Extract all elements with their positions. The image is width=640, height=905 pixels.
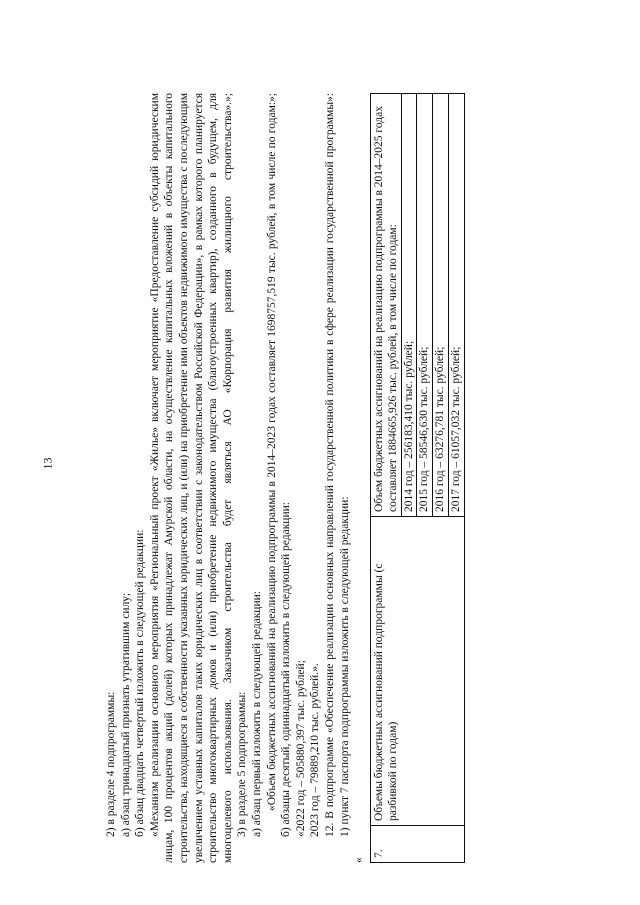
year-line: 2017 год – 61057,032 тыс. рублей; xyxy=(448,94,464,516)
paragraph: 12. В подпрограмме «Обеспечение реализации основных направлений государственной политики в сфере реализации государственной программы»: xyxy=(323,93,336,837)
paragraph: «Объем бюджетных ассигнований на реализацию подпрограммы в 2014–2023 годах составляет 1698757,519 тыс. рублей, в том числе по годам:»; xyxy=(265,93,278,811)
row-value-intro: Объем бюджетных ассигнований на реализацию подпрограммы в 2014–2025 годах составляет 1884665,926 тыс. рублей, в том числе по годам: xyxy=(372,106,400,512)
paragraph: 3) в разделе 5 подпрограммы: xyxy=(236,691,249,837)
paragraph: б) абзац двадцать четвертый изложить в следующей редакции: xyxy=(134,529,147,837)
paragraph: 2023 год – 79889,210 тыс. рублей.». xyxy=(309,663,322,837)
paragraph: 1) пункт 7 паспорта подпрограммы изложить в следующей редакции: xyxy=(338,496,351,837)
rotated-document-body xyxy=(104,93,465,863)
year-line: 2014 год – 256183,410 тыс. рублей; xyxy=(401,94,417,516)
year-line: 2015 год – 58546,630 тыс. рублей; xyxy=(416,94,432,516)
paragraph: «2022 год – 505880,397 тыс. рублей; xyxy=(294,660,307,837)
row-number: 7. xyxy=(370,826,465,863)
row-name: Объемы бюджетных ассигнований подпрограммы (с разбивкой по годам) xyxy=(370,517,465,826)
paragraph-list xyxy=(104,93,367,863)
paragraph: б) абзацы десятый, одиннадцатый изложить в следующей редакции: xyxy=(280,502,293,837)
paragraph: «Механизм реализации основного мероприятия «Региональный проект «Жилье» включает мероприятие «Предоставление субсидий юридическим лицам, 100 процентов акций (долей) которых принадлежат Амурской области, на осуществление капитальных вложений в объекты капитального строительства, находящиеся в собственности указанных юридических лиц, и (или) на приобретение ими объектов недвижимого имущества с последующим увеличением уставных капиталов таких юридических лиц в соответствии с законодательством Российской Федерации», в рамках которого планируется строительство многоквартирных домов и (или) приобретение недвижимого имущества (благоустроенных квартир), созданного в будущем, для многоцелевого использования. Заказчиком строительства будет являться АО «Корпорация развития жилищного строительства».»; xyxy=(148,93,234,863)
passport-table xyxy=(370,93,466,863)
paragraph: а) абзац первый изложить в следующей редакции: xyxy=(250,591,263,837)
paragraph: « xyxy=(353,857,366,863)
year-line: 2016 год – 63276,781 тыс. рублей; xyxy=(432,94,448,516)
paragraph: 2) в разделе 4 подпрограммы: xyxy=(105,691,117,837)
table-row xyxy=(370,94,465,863)
paragraph: а) абзац тринадцатый признать утратившим силу; xyxy=(119,592,132,837)
page-number: 13 xyxy=(40,457,55,470)
row-value xyxy=(370,94,465,517)
